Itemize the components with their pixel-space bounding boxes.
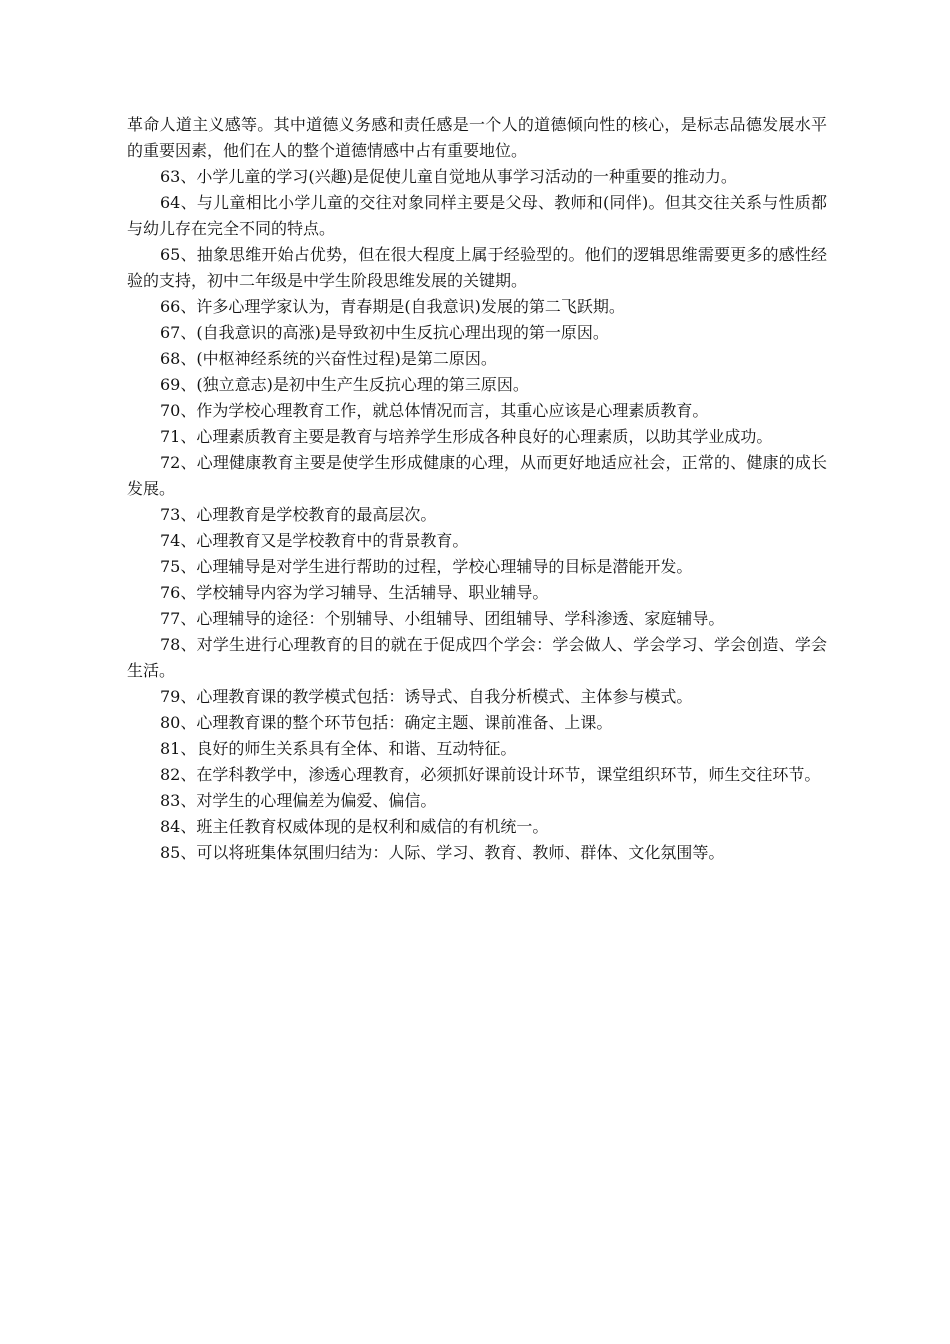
paragraph-item-73: 73、心理教育是学校教育的最高层次。: [160, 505, 437, 524]
paragraph-item-64: 64、与儿童相比小学儿童的交往对象同样主要是父母、教师和(同伴)。但其交往关系与性质都与幼儿存在完全不同的特点。: [127, 193, 827, 238]
paragraph-item-78: 78、对学生进行心理教育的目的就在于促成四个学会：学会做人、学会学习、学会创造、学会生活。: [127, 635, 827, 680]
paragraph-item-76: 76、学校辅导内容为学习辅导、生活辅导、职业辅导。: [160, 583, 549, 602]
paragraph-item-71: 71、心理素质教育主要是教育与培养学生形成各种良好的心理素质，以助其学业成功。: [160, 427, 773, 446]
paragraph-item-80: 80、心理教育课的整个环节包括：确定主题、课前准备、上课。: [160, 713, 613, 732]
paragraph-item-85: 85、可以将班集体氛围归结为：人际、学习、教育、教师、群体、文化氛围等。: [160, 843, 725, 862]
paragraph-item-83: 83、对学生的心理偏差为偏爱、偏信。: [160, 791, 437, 810]
paragraph-continuation: 革命人道主义感等。其中道德义务感和责任感是一个人的道德倾向性的核心，是标志品德发展水平的重要因素，他们在人的整个道德情感中占有重要地位。: [127, 115, 827, 160]
paragraph-item-66: 66、许多心理学家认为，青春期是(自我意识)发展的第二飞跃期。: [160, 297, 625, 316]
paragraph-item-72: 72、心理健康教育主要是使学生形成健康的心理，从而更好地适应社会，正常的、健康的成长发展。: [127, 453, 827, 498]
paragraph-item-65: 65、抽象思维开始占优势，但在很大程度上属于经验型的。他们的逻辑思维需要更多的感性经验的支持，初中二年级是中学生阶段思维发展的关键期。: [127, 245, 827, 290]
paragraph-item-77: 77、心理辅导的途径：个别辅导、小组辅导、团组辅导、学科渗透、家庭辅导。: [160, 609, 725, 628]
paragraph-item-67: 67、(自我意识的高涨)是导致初中生反抗心理出现的第一原因。: [160, 323, 609, 342]
paragraph-item-84: 84、班主任教育权威体现的是权利和威信的有机统一。: [160, 817, 549, 836]
paragraph-item-81: 81、良好的师生关系具有全体、和谐、互动特征。: [160, 739, 517, 758]
paragraph-item-75: 75、心理辅导是对学生进行帮助的过程，学校心理辅导的目标是潜能开发。: [160, 557, 693, 576]
document-body: [127, 112, 827, 866]
paragraph-item-63: 63、小学儿童的学习(兴趣)是促使儿童自觉地从事学习活动的一种重要的推动力。: [160, 167, 737, 186]
paragraph-item-70: 70、作为学校心理教育工作，就总体情况而言，其重心应该是心理素质教育。: [160, 401, 709, 420]
paragraph-item-68: 68、(中枢神经系统的兴奋性过程)是第二原因。: [160, 349, 497, 368]
paragraph-item-74: 74、心理教育又是学校教育中的背景教育。: [160, 531, 469, 550]
paragraph-item-69: 69、(独立意志)是初中生产生反抗心理的第三原因。: [160, 375, 529, 394]
paragraph-item-82: 82、在学科教学中，渗透心理教育，必须抓好课前设计环节，课堂组织环节，师生交往环节。: [160, 765, 821, 784]
paragraph-item-79: 79、心理教育课的教学模式包括：诱导式、自我分析模式、主体参与模式。: [160, 687, 693, 706]
